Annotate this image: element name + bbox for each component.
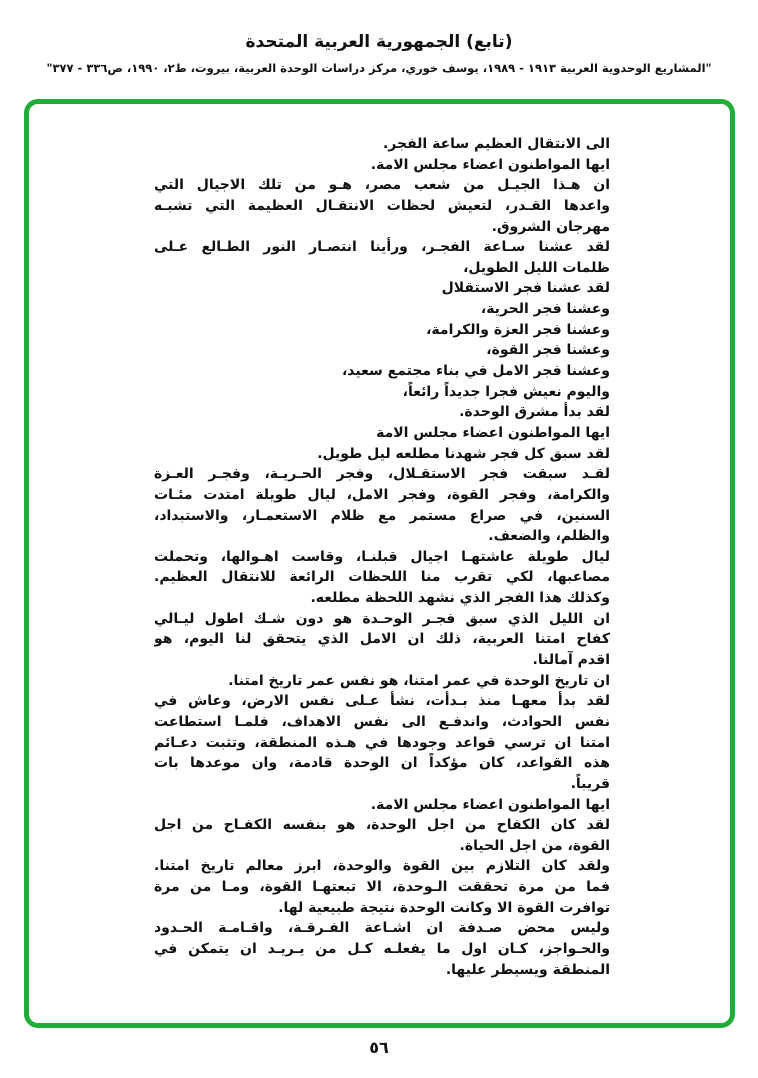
text-line: والظلم، والضعف.	[488, 528, 610, 545]
text-line: كفاح امتنا العربية، ذلك ان الامل الذي يتحقق لنا اليوم، هو	[154, 631, 610, 648]
text-line: الى الانتقال العظيم ساعة الفجر.	[382, 136, 610, 152]
text-line: والكرامة، وفجر القوة، وفجر الامل، ليال طويلة امتدت مئـات	[154, 486, 610, 503]
text-line: وعشنا فجر الحرية،	[480, 301, 610, 318]
text-line: ظلمات الليل الطويل،	[463, 259, 610, 276]
text-line: السنين، في صراع مستمر مع ظلام الاستعمـار، والاستبداد،	[154, 507, 610, 524]
text-line: ولقد كان التلازم بين القوة والوحدة، ابرز معالم تاريخ امتنا.	[154, 858, 610, 875]
page-header-title: (تابع) الجمهورية العربية المتحدة	[245, 32, 513, 52]
text-line: لقد سبق كل فجر شهدنا مطلعه ليل طويل.	[317, 445, 610, 462]
text-line: ايها المواطنون اعضاء مجلس الامة.	[370, 156, 610, 173]
text-line: ان هـذا الجيـل من شعب مصر، هـو من تلك الاجيال التي	[154, 177, 610, 194]
text-line: قريباً.	[570, 775, 610, 792]
text-line: ايها المواطنون اعضاء مجلس الامة	[376, 424, 610, 441]
text-line: واليوم نعيش فجرا جديداً رائعاً،	[402, 383, 610, 400]
text-line: والحـواجز، كـان اول ما يفعلـه كـل من يـريـد ان يتمكن في	[154, 940, 610, 957]
text-line: واعدها القـدر، لتعيش لحظات الانتقـال العظيمة التي تشبـه	[154, 197, 610, 214]
page-number: ٥٦	[369, 1038, 389, 1057]
text-line: لقـد سبقت فجر الاستقـلال، وفجر الحـريـة، وفجـر العـزة	[154, 466, 610, 483]
source-citation: "المشاريع الوحدوية العربية ١٩١٣ - ١٩٨٩، يوسف خوري، مركز دراسات الوحدة العربية، بيروت، ط٢، ١٩٩٠، ص٣٣٦ - ٣٧٧"	[46, 61, 712, 75]
body-text-column	[154, 134, 610, 980]
text-line: القوة، من اجل الحياة.	[459, 837, 610, 854]
text-line: ان الليل الذي سبق فجـر الوحـدة هو دون شـك اطول ليـالي	[154, 610, 610, 627]
text-line: توافرت القوة الا وكانت الوحدة نتيجة طبيعية لها.	[278, 899, 610, 916]
text-line: ايها المواطنون اعضاء مجلس الامة.	[370, 796, 610, 813]
text-line: لقد كان الكفاح من اجل الوحدة، هو بنفسه الكفـاح من اجل	[154, 817, 610, 834]
text-line: امتنا ان ترسي قواعد وجودها في هـذه المنطقة، وتثبت دعـائم	[154, 734, 610, 751]
text-line: ان تاريخ الوحدة في عمر امتنا، هو نفس عمر تاريخ امتنا.	[228, 672, 610, 689]
text-line: وعشنا فجر الامل في بناء مجتمع سعيد،	[341, 363, 610, 380]
text-line: هذه القواعد، كان مؤكداً ان الوحدة قادمة، وان موعدها بات	[154, 755, 610, 772]
text-line: وعشنا فجر القوة،	[486, 342, 610, 359]
text-line: مهرجان الشروق.	[491, 218, 610, 235]
text-line: وكذلك هذا الفجر الذي نشهد اللحظة مطلعه.	[310, 590, 610, 607]
text-line: وعشنا فجر العزة والكرامة،	[426, 321, 610, 338]
text-line: اقدم آمالنا.	[532, 652, 610, 669]
text-line: لقد بدأ مشرق الوحدة.	[459, 404, 610, 421]
text-line: فما من مرة تحققت الـوحدة، الا تبعتهـا القوة، ومـا من مرة	[154, 879, 610, 896]
text-line: لقد عشنا فجر الاستقلال	[441, 280, 610, 297]
text-line: وليس محض صـدفة ان اشـاعة الفـرقـة، واقـامـة الحـدود	[154, 920, 610, 937]
text-line: ليال طويلة عاشتهـا اجيال قبلنـا، وقاست اهـوالها، وتحملت	[154, 548, 610, 565]
text-line: لقد عشنا سـاعة الفجـر، ورأينا انتصـار النور الطـالع عـلى	[154, 239, 610, 256]
text-line: نفس الحوادث، واندفـع الى نفس الاهداف، فلمـا استطاعت	[154, 713, 610, 730]
text-line: المنطقة ويسيطر عليها.	[445, 961, 610, 978]
text-line: مصاعبها، لكي تقرب منا اللحظات الرائعة للانتقال العظيم.	[154, 569, 610, 586]
text-line: لقد بدأ معهـا منذ بـدأت، نشأ عـلى نفس الارض، وعاش في	[154, 693, 610, 710]
